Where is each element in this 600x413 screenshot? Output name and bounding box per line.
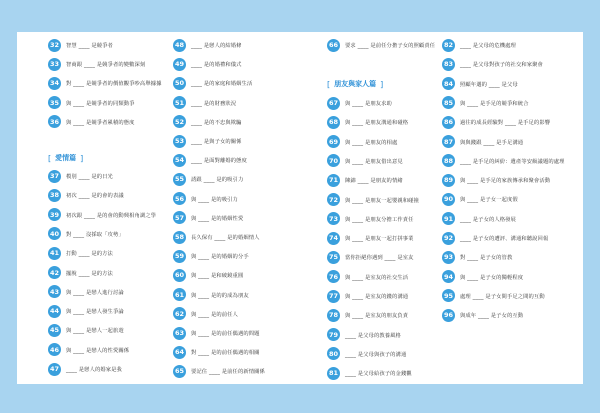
item-number: 59 bbox=[173, 250, 186, 263]
item-text: 與 ____ 是朋友求助 bbox=[345, 101, 392, 107]
item-number: 88 bbox=[442, 154, 455, 167]
item-text: 與 ____ 是室友的社交生活 bbox=[345, 274, 409, 281]
item-number: 84 bbox=[442, 77, 455, 90]
item-number: 86 bbox=[442, 116, 455, 129]
column-3 bbox=[327, 32, 457, 384]
item-text: 與 ____ 是手足的家族傳承和聚會活動 bbox=[460, 178, 551, 185]
item-number: 46 bbox=[48, 343, 61, 356]
item-number: 48 bbox=[173, 39, 186, 52]
item-text: 與 ____ 是的婚姻的分手 bbox=[191, 254, 249, 261]
item-text: 誘跟 ____ 是的吸引力 bbox=[191, 177, 244, 184]
item-text: 與 ____ 是朋友的相處 bbox=[345, 139, 398, 146]
item-number: 89 bbox=[442, 174, 455, 187]
item-text: 擺脫 ____ 是的方法 bbox=[66, 270, 113, 277]
item-number: 41 bbox=[48, 247, 61, 260]
item-number: 77 bbox=[327, 290, 340, 303]
item-number: 95 bbox=[442, 289, 455, 302]
list-item bbox=[48, 115, 135, 129]
list-item bbox=[48, 169, 113, 183]
item-number: 63 bbox=[173, 327, 186, 340]
item-number: 36 bbox=[48, 115, 61, 128]
item-text: ____ 是戀人的婚家是我 bbox=[66, 367, 122, 373]
item-number: 90 bbox=[442, 193, 455, 206]
list-item bbox=[173, 345, 260, 359]
item-text: ____ 是的家庭和婚姻生活 bbox=[191, 81, 253, 88]
item-number: 80 bbox=[327, 347, 340, 360]
item-number: 44 bbox=[48, 305, 61, 318]
list-item bbox=[327, 96, 392, 110]
item-text: 與 ____ 是朋友分擔工作責任 bbox=[345, 216, 414, 223]
list-item bbox=[173, 288, 249, 302]
item-number: 40 bbox=[48, 227, 61, 240]
list-item bbox=[327, 231, 414, 245]
list-item bbox=[327, 115, 408, 129]
item-text: 與 ____ 是朋友一起嬰親和碰撞 bbox=[345, 197, 419, 204]
item-text: 與 ____ 是的的成為朋友 bbox=[191, 292, 249, 299]
list-item bbox=[442, 96, 529, 110]
item-number: 49 bbox=[173, 58, 186, 71]
item-text: ____ 是父母的教養風格 bbox=[345, 332, 401, 339]
item-text: ____ 是的財務狀況 bbox=[191, 100, 237, 107]
list-item bbox=[173, 134, 242, 148]
list-item bbox=[48, 76, 162, 90]
item-number: 66 bbox=[327, 39, 340, 52]
list-item bbox=[327, 154, 403, 168]
item-number: 87 bbox=[442, 135, 455, 148]
list-item bbox=[48, 208, 156, 222]
list-item bbox=[327, 308, 408, 322]
list-item bbox=[327, 366, 412, 380]
list-item bbox=[442, 192, 518, 206]
item-text: 當你拒絕你遇到 ____ 是室友 bbox=[345, 255, 414, 262]
section-heading-friends-family: [ 朋友與家人篇 ] bbox=[327, 79, 384, 89]
item-number: 83 bbox=[442, 58, 455, 71]
item-number: 45 bbox=[48, 324, 61, 337]
item-text: 陳錦 ____ 是朋友的情緒 bbox=[345, 178, 403, 185]
item-text: 智商跟 ____ 是競爭者的變數深刻 bbox=[66, 62, 146, 69]
list-item bbox=[173, 115, 242, 129]
item-number: 60 bbox=[173, 269, 186, 282]
item-text: ____ 是父母與孩子的溝通 bbox=[345, 351, 407, 358]
list-item bbox=[327, 250, 414, 264]
item-text: 模別 ____ 是的日光 bbox=[66, 174, 113, 180]
item-text: 與 ____ 是子女一起度假 bbox=[460, 197, 518, 204]
item-text: 處理 ____ 是子女間手足之間的互動 bbox=[460, 293, 545, 300]
list-item bbox=[327, 270, 408, 284]
item-text: 與 ____ 是室友的朋友負責 bbox=[345, 313, 409, 320]
item-text: 要記住 ____ 是前任的新情關係 bbox=[191, 369, 265, 376]
list-item bbox=[442, 38, 516, 52]
list-item bbox=[327, 38, 435, 52]
item-text: 對 ____ 是競爭者的價值觀爭吵高舉據據 bbox=[66, 81, 162, 88]
item-text: ____ 是面對離婚的態度 bbox=[191, 158, 247, 165]
item-number: 54 bbox=[173, 154, 186, 167]
item-number: 96 bbox=[442, 309, 455, 322]
list-item bbox=[48, 266, 113, 280]
item-number: 32 bbox=[48, 39, 61, 52]
list-item bbox=[48, 323, 124, 337]
item-number: 85 bbox=[442, 96, 455, 109]
item-number: 61 bbox=[173, 288, 186, 301]
item-text: 與 ____ 是的婚姻性愛 bbox=[191, 215, 244, 222]
item-text: 智慧 ____ 是競爭者 bbox=[66, 43, 113, 49]
item-text: 長久保有 ____ 是的婚姻情人 bbox=[191, 235, 260, 241]
item-text: 初次 ____ 是的會的表議 bbox=[66, 193, 124, 200]
item-text: ____ 是手足的糾紛：遺產等安級議題的處理 bbox=[460, 158, 565, 165]
item-text: 對 ____ 是的前任偶遇的相關 bbox=[191, 350, 260, 357]
list-item bbox=[442, 154, 565, 168]
item-text: 與 ____ 是朋友溝通和碰格 bbox=[345, 120, 409, 127]
item-number: 57 bbox=[173, 211, 186, 224]
list-item bbox=[327, 212, 414, 226]
list-item bbox=[48, 96, 135, 110]
item-number: 47 bbox=[48, 363, 61, 376]
item-text: 打動 ____ 是的方法 bbox=[66, 251, 113, 258]
list-item bbox=[173, 57, 242, 71]
item-text: 與 ____ 是朋友借出意見 bbox=[345, 158, 403, 165]
list-item bbox=[173, 96, 236, 110]
item-number: 68 bbox=[327, 116, 340, 129]
item-number: 72 bbox=[327, 193, 340, 206]
item-text: ____ 是父母給孩子的金錢觀 bbox=[345, 371, 412, 378]
item-text: 與 ____ 是戀人發生爭論 bbox=[66, 309, 124, 316]
column-2 bbox=[173, 32, 313, 384]
list-item bbox=[173, 326, 260, 340]
item-text: 與 ____ 是戀人進行討論 bbox=[66, 289, 124, 296]
item-text: 與 ____ 是戀人一起旅遊 bbox=[66, 328, 124, 335]
list-item bbox=[442, 270, 523, 284]
item-text: ____ 是父母的危機處理 bbox=[460, 43, 516, 49]
list-item bbox=[173, 211, 243, 225]
item-number: 74 bbox=[327, 232, 340, 245]
item-number: 91 bbox=[442, 212, 455, 225]
item-text: 與 ____ 是朋友一起打拼事業 bbox=[345, 236, 414, 243]
item-number: 50 bbox=[173, 77, 186, 90]
item-number: 70 bbox=[327, 154, 340, 167]
item-number: 75 bbox=[327, 251, 340, 264]
item-text: ____ 是子女的遭評、溝通和聽說回報 bbox=[460, 236, 549, 242]
list-item bbox=[173, 153, 247, 167]
list-item bbox=[442, 250, 512, 264]
item-text: 與 ____ 是和破鏡重圓 bbox=[191, 273, 244, 280]
item-text: ____ 是的婚禮和儀式 bbox=[191, 62, 242, 69]
item-text: 與 ____ 是的前任偶遇的問題 bbox=[191, 331, 260, 337]
item-text: 照顧年邁的 ____ 是父母 bbox=[460, 81, 518, 88]
item-number: 71 bbox=[327, 174, 340, 187]
item-text: 與 ____ 是的前任人 bbox=[191, 311, 238, 318]
column-1 bbox=[48, 32, 168, 384]
item-text: 與 ____ 是競爭者的同類動爭 bbox=[66, 100, 135, 107]
item-text: ____ 是戀人的結婚條 bbox=[191, 43, 242, 49]
list-item bbox=[173, 268, 243, 282]
item-number: 42 bbox=[48, 266, 61, 279]
item-text: 與與錢跟 ____ 是手足溝通 bbox=[460, 139, 524, 146]
item-number: 69 bbox=[327, 135, 340, 148]
list-item bbox=[442, 231, 548, 245]
item-number: 55 bbox=[173, 173, 186, 186]
book-page bbox=[17, 32, 583, 384]
list-item bbox=[48, 343, 129, 357]
list-item bbox=[48, 285, 124, 299]
list-item bbox=[173, 76, 252, 90]
item-number: 43 bbox=[48, 285, 61, 298]
item-text: ____ 是的不忠與欺騙 bbox=[191, 119, 242, 126]
column-4 bbox=[442, 32, 582, 384]
list-item bbox=[442, 212, 516, 226]
item-text: 與成年 ____ 是子女的互動 bbox=[460, 313, 524, 320]
list-item bbox=[327, 135, 397, 149]
list-item bbox=[327, 347, 406, 361]
list-item bbox=[442, 115, 550, 129]
item-number: 56 bbox=[173, 192, 186, 205]
item-number: 37 bbox=[48, 170, 61, 183]
list-item bbox=[442, 289, 545, 303]
item-text: ____ 是與子女的關係 bbox=[191, 139, 242, 145]
item-text: 對 ____ 沒採取「攻勢」 bbox=[66, 231, 124, 238]
item-number: 93 bbox=[442, 251, 455, 264]
item-number: 33 bbox=[48, 58, 61, 71]
list-item bbox=[48, 362, 122, 376]
list-item bbox=[48, 304, 124, 318]
item-number: 35 bbox=[48, 96, 61, 109]
list-item bbox=[327, 173, 403, 187]
item-number: 38 bbox=[48, 189, 61, 202]
list-item bbox=[173, 230, 260, 244]
item-number: 52 bbox=[173, 115, 186, 128]
item-text: 與 ____ 是手足的競爭和統合 bbox=[460, 100, 529, 107]
item-number: 39 bbox=[48, 208, 61, 221]
item-number: 78 bbox=[327, 309, 340, 322]
list-item bbox=[173, 38, 242, 52]
list-item bbox=[442, 308, 523, 322]
item-text: 初次跟 ____ 是的會的動興相角調之學 bbox=[66, 212, 157, 219]
item-text: 與 ____ 是室友的錢的溝通 bbox=[345, 294, 409, 300]
item-text: 過往的成長經驗對 ____ 是手足的影響 bbox=[460, 120, 551, 127]
list-item bbox=[442, 77, 518, 91]
item-text: 與 ____ 是的吸引力 bbox=[191, 196, 238, 203]
item-number: 94 bbox=[442, 270, 455, 283]
list-item bbox=[327, 328, 401, 342]
list-item bbox=[442, 135, 523, 149]
list-item bbox=[173, 364, 265, 378]
list-item bbox=[173, 192, 238, 206]
list-item bbox=[48, 38, 113, 52]
list-item bbox=[48, 188, 124, 202]
item-text: 與 ____ 是子女的獨輕程度 bbox=[460, 274, 524, 281]
item-text: 與 ____ 是競爭者累積的態度 bbox=[66, 119, 135, 126]
item-number: 53 bbox=[173, 135, 186, 148]
list-item bbox=[48, 246, 113, 260]
list-item bbox=[173, 249, 249, 263]
item-number: 79 bbox=[327, 328, 340, 341]
item-number: 81 bbox=[327, 367, 340, 380]
item-number: 76 bbox=[327, 270, 340, 283]
item-text: ____ 是子女的人格發展 bbox=[460, 216, 516, 223]
item-number: 34 bbox=[48, 77, 61, 90]
item-number: 51 bbox=[173, 96, 186, 109]
item-number: 82 bbox=[442, 39, 455, 52]
item-text: 與 ____ 是戀人的性愛關係 bbox=[66, 347, 130, 354]
list-item bbox=[173, 307, 238, 321]
list-item bbox=[442, 173, 550, 187]
section-heading-love: [ 愛情篇 ] bbox=[48, 153, 84, 163]
item-text: ____ 是父母對孩子的社交和家聚會 bbox=[460, 62, 543, 69]
item-number: 92 bbox=[442, 232, 455, 245]
list-item bbox=[48, 57, 145, 71]
list-item bbox=[48, 227, 124, 241]
item-number: 73 bbox=[327, 212, 340, 225]
list-item bbox=[327, 193, 419, 207]
item-number: 65 bbox=[173, 365, 186, 378]
list-item bbox=[173, 172, 243, 186]
list-item bbox=[327, 289, 408, 303]
list-item bbox=[442, 57, 543, 71]
item-number: 62 bbox=[173, 307, 186, 320]
item-number: 67 bbox=[327, 97, 340, 110]
item-number: 58 bbox=[173, 231, 186, 244]
item-number: 64 bbox=[173, 346, 186, 359]
item-text: 要求 ____ 是前任分擔子女的照顧責任 bbox=[345, 43, 436, 49]
item-text: 對 ____ 是子女的管教 bbox=[460, 255, 513, 262]
